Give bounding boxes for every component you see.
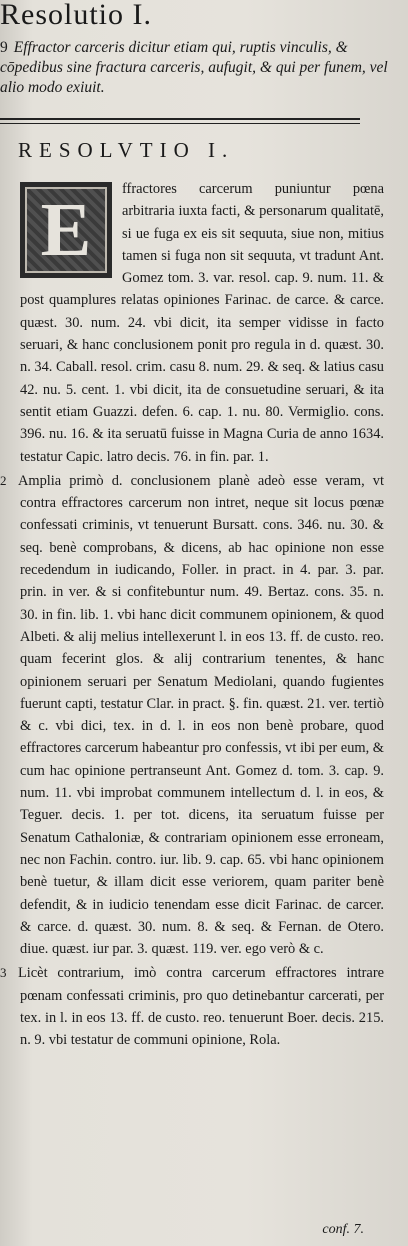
paragraph-text: ffractores carcerum puniuntur pœna arbitraria iuxta facti, & personarum qualitatē, si ue fuga ex eis sit sequuta, siue non, mitius tamen si fuga non sit sequuta, vt tradunt Ant. Gomez tom. 3. var. resol. cap. 9. num. 11. & post quamplures relatas opiniones Farinac. de carce. & carce. quæst. 30. num. 24. vbi dicit, ita semper vidisse in facto seruari, & hanc conclusionem ponit pro regula in d. quæst. 30. n. 34. Caball. resol. crim. casu 8. num. 29. & seq. & latius casu 42. nu. 5. cent. 1. vbi dicit, ita de consuetudine seruari, & ita sentit etiam Guazzi. defen. 6. cap. 1. nu. 80. Vermiglio. cons. 396. nu. 16. & ita seruatū fuisse in Magna Curia de anno 1634. testatur Capic. latro decis. 76. in fin. par. 1.	[20, 181, 384, 465]
divider-rule	[0, 118, 360, 120]
catchword: conf. 7.	[322, 1222, 364, 1237]
divider-rule-thin	[0, 123, 360, 124]
dropcap-letter: E	[40, 188, 92, 272]
body-text	[0, 178, 384, 1052]
section-heading: RESOLVTIO I.	[18, 138, 235, 162]
summary-note	[0, 38, 392, 98]
summary-text: Effractor carceris dicitur etiam qui, ruptis vinculis, & cōpedibus sine fractura carceris, aufugit, & qui per funem, vel alio modo exiuit.	[0, 39, 388, 96]
ornamental-dropcap	[20, 182, 112, 278]
summary-number: 9	[0, 39, 8, 56]
paragraph-number: 2	[0, 472, 7, 488]
paragraph-number: 3	[0, 965, 7, 981]
paragraph-text: Amplia primò d. conclusionem planè adeò esse veram, vt contra effractores carcerum non intret, neque sit locus pœnæ confessati criminis, vt tenuerunt Bursatt. cons. 346. nu. 30. & seq. benè comprobans, & dicens, ab hac opinione non esse recedendum in iudicando, Foller. in pract. in 4. par. 3. par. prin. in ver. & si confitebuntur num. 49. Bertaz. cons. 35. n. 30. in fin. lib. 1. vbi hanc dicit communem opinionem, & quod Albeti. & alij melius intellexerunt l. in eos 13. ff. de custo. reo. quam fecerint glos. & alij contrarium tenentes, & hanc opinionem seruari per Senatum Mediolani, quando fugientes fuerunt capti, testatur Clar. in pract. §. fin. quæst. 21. ver. tertiò & c. vbi dici, tex. in d. l. in eos non benè probare, quod effractores carcerum habeantur pro confessis, vt ibi per eum, & cum hac opinione pertranseunt Ant. Gomez d. tom. 3. cap. 9. num. 11. vbi improbat communem intellectum d. l. in eos, & Teguer. decis. 1. per tot. dicens, ita seruatum fuisse per Senatum Cathaloniæ, & contrariam opinionem esse erroneam, nec non Fachin. contro. iur. lib. 9. cap. 65. vbi hanc opinionem benè tuetur, & illam dicit esse veriorem, quam pariter benè defendit, & in iudicio tenendam esse dicit Farinac. de carcer. & carce. d. quæst. 30. num. 8. & seq. & Fernan. de Otero. diue. quæst. iur par. 3. quæst. 119. ver. ego verò & c.	[18, 472, 384, 958]
paragraph-1	[20, 178, 384, 468]
paragraph-text: Licèt contrarium, imò contra carcerum effractores intrare pœnam confessati criminis, pro quo detinebantur carcerati, per tex. in l. in eos 13. ff. de custo. reo. tenuerunt Boer. decis. 215. n. 9. vbi testatur de communi opinione, Rola.	[18, 965, 384, 1049]
paragraph-3	[0, 962, 384, 1051]
page-title: Resolutio I.	[0, 0, 152, 31]
paragraph-2	[0, 470, 384, 961]
